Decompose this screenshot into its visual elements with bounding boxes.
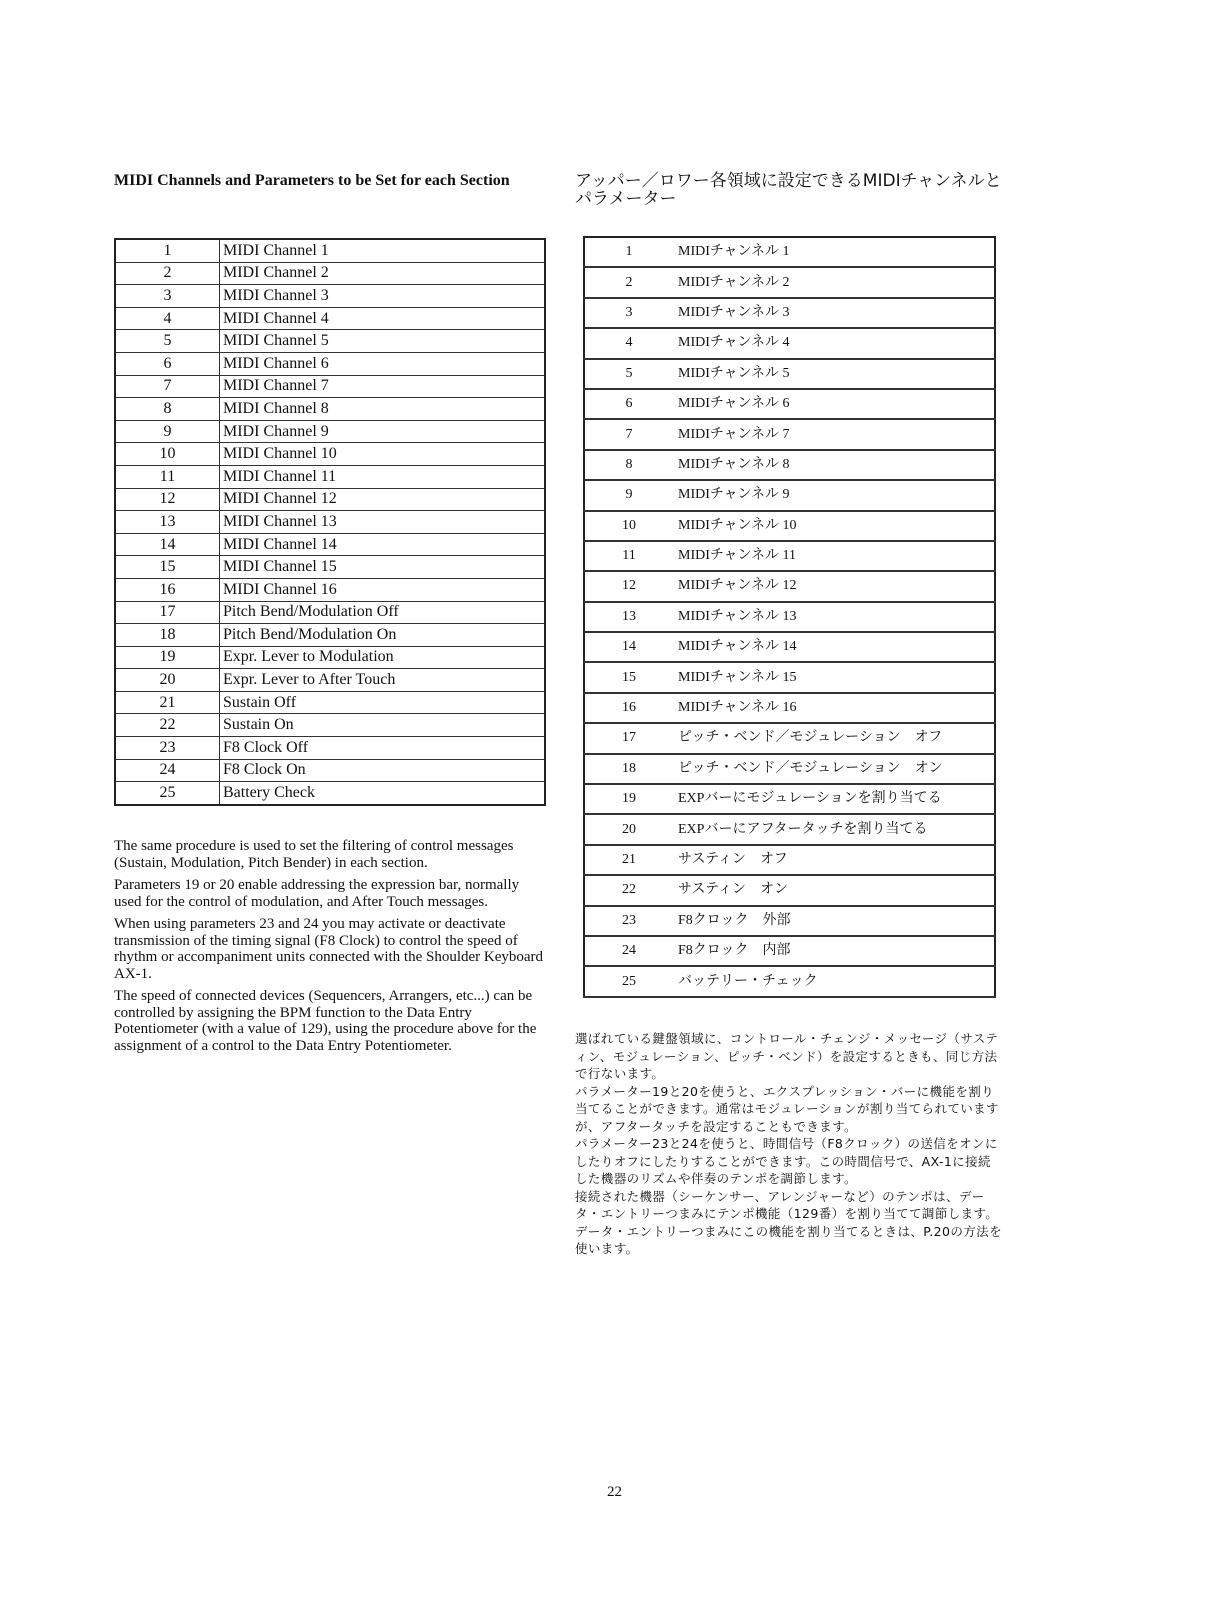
parameter-label: MIDIチャンネル 7 xyxy=(673,419,995,449)
table-row xyxy=(115,556,545,579)
parameter-label: ピッチ・ベンド／モジュレーション オフ xyxy=(673,723,995,753)
table-row xyxy=(584,480,995,510)
parameter-label: MIDI Channel 4 xyxy=(220,307,546,330)
parameter-number: 23 xyxy=(115,737,220,760)
parameter-label: MIDI Channel 15 xyxy=(220,556,546,579)
parameter-number: 6 xyxy=(115,352,220,375)
parameter-label: F8 Clock On xyxy=(220,759,546,782)
table-row xyxy=(584,784,995,814)
table-row xyxy=(115,646,545,669)
table-row xyxy=(115,262,545,285)
parameter-number: 22 xyxy=(584,875,673,905)
parameter-label: Sustain Off xyxy=(220,691,546,714)
parameter-number: 14 xyxy=(584,632,673,662)
table-row xyxy=(584,237,995,267)
table-row xyxy=(584,845,995,875)
parameter-number: 4 xyxy=(584,328,673,358)
parameter-number: 9 xyxy=(584,480,673,510)
parameter-number: 4 xyxy=(115,307,220,330)
left-body-text xyxy=(114,838,546,1060)
table-row xyxy=(115,782,545,805)
parameter-number: 7 xyxy=(584,419,673,449)
parameter-label: MIDIチャンネル 13 xyxy=(673,602,995,632)
parameter-label: MIDIチャンネル 5 xyxy=(673,359,995,389)
parameter-number: 25 xyxy=(584,966,673,996)
parameter-number: 7 xyxy=(115,375,220,398)
parameter-label: MIDI Channel 2 xyxy=(220,262,546,285)
parameter-label: MIDIチャンネル 6 xyxy=(673,389,995,419)
parameter-number: 17 xyxy=(115,601,220,624)
left-paragraph: Parameters 19 or 20 enable addressing the expression bar, normally used for the control of modulation, and After Touch messages. xyxy=(114,877,520,910)
parameter-number: 13 xyxy=(115,511,220,534)
parameter-label: Pitch Bend/Modulation On xyxy=(220,624,546,647)
parameter-number: 19 xyxy=(584,784,673,814)
parameter-number: 14 xyxy=(115,533,220,556)
table-row xyxy=(115,239,545,262)
table-row xyxy=(115,375,545,398)
parameter-label: Sustain On xyxy=(220,714,546,737)
parameter-number: 3 xyxy=(584,298,673,328)
table-row xyxy=(115,307,545,330)
page-number: 22 xyxy=(607,1484,622,1500)
parameter-number: 2 xyxy=(115,262,220,285)
parameter-number: 5 xyxy=(584,359,673,389)
parameter-label: F8 Clock Off xyxy=(220,737,546,760)
parameter-number: 18 xyxy=(115,624,220,647)
left-paragraph: When using parameters 23 and 24 you may activate or deactivate transmission of the timing signal (F8 Clock) to control the speed of rhythm or accompaniment units connected with the Shoulder Keyboard AX-1. xyxy=(114,916,544,982)
table-row xyxy=(115,443,545,466)
parameter-number: 15 xyxy=(584,662,673,692)
table-row xyxy=(584,632,995,662)
parameter-label: MIDIチャンネル 1 xyxy=(673,237,995,267)
parameter-label: MIDIチャンネル 12 xyxy=(673,571,995,601)
right-paragraph: パラメーター23と24を使うと、時間信号（F8クロック）の送信をオンにしたりオフにしたりすることができます。この時間信号で、AX-1に接続した機器のリズムや伴奏のテンポを調節します。 xyxy=(575,1136,998,1186)
table-row xyxy=(584,541,995,571)
parameter-number: 25 xyxy=(115,782,220,805)
table-row xyxy=(115,669,545,692)
table-row xyxy=(115,737,545,760)
left-paragraph: The same procedure is used to set the filtering of control messages (Sustain, Modulation, Pitch Bender) in each section. xyxy=(114,838,514,871)
table-row xyxy=(584,906,995,936)
parameter-number: 24 xyxy=(115,759,220,782)
table-row xyxy=(584,602,995,632)
parameter-number: 18 xyxy=(584,754,673,784)
parameter-label: MIDIチャンネル 3 xyxy=(673,298,995,328)
parameter-label: MIDIチャンネル 4 xyxy=(673,328,995,358)
parameter-label: MIDIチャンネル 11 xyxy=(673,541,995,571)
parameter-number: 20 xyxy=(584,814,673,844)
parameter-number: 9 xyxy=(115,420,220,443)
table-row xyxy=(584,966,995,996)
parameter-number: 23 xyxy=(584,906,673,936)
parameter-label: サスティン オン xyxy=(673,875,995,905)
parameter-label: Battery Check xyxy=(220,782,546,805)
parameter-number: 1 xyxy=(584,237,673,267)
parameter-label: MIDI Channel 9 xyxy=(220,420,546,443)
table-row xyxy=(584,814,995,844)
table-row xyxy=(584,662,995,692)
parameter-number: 6 xyxy=(584,389,673,419)
parameter-label: Expr. Lever to Modulation xyxy=(220,646,546,669)
parameter-label: F8クロック 内部 xyxy=(673,936,995,966)
parameter-number: 20 xyxy=(115,669,220,692)
parameter-label: MIDI Channel 12 xyxy=(220,488,546,511)
table-row xyxy=(115,285,545,308)
parameter-label: MIDI Channel 10 xyxy=(220,443,546,466)
parameter-label: MIDI Channel 6 xyxy=(220,352,546,375)
table-row xyxy=(115,488,545,511)
table-row xyxy=(584,389,995,419)
parameter-label: MIDI Channel 5 xyxy=(220,330,546,353)
parameter-number: 21 xyxy=(115,691,220,714)
table-row xyxy=(584,723,995,753)
parameter-label: MIDIチャンネル 15 xyxy=(673,662,995,692)
parameter-number: 22 xyxy=(115,714,220,737)
right-paragraph: パラメーター19と20を使うと、エクスプレッション・バーに機能を割り当てることができます。通常はモジュレーションが割り当てられていますが、アフタータッチを設定することもできます。 xyxy=(575,1083,999,1134)
parameter-label: MIDIチャンネル 16 xyxy=(673,693,995,723)
parameter-label: MIDIチャンネル 14 xyxy=(673,632,995,662)
table-row xyxy=(115,465,545,488)
table-row xyxy=(584,571,995,601)
table-row xyxy=(584,450,995,480)
parameter-number: 12 xyxy=(584,571,673,601)
parameter-label: EXPバーにモジュレーションを割り当てる xyxy=(673,784,995,814)
parameter-number: 13 xyxy=(584,602,673,632)
parameter-label: MIDIチャンネル 2 xyxy=(673,267,995,297)
table-row xyxy=(115,352,545,375)
parameter-label: MIDIチャンネル 8 xyxy=(673,450,995,480)
table-row xyxy=(115,533,545,556)
parameter-number: 3 xyxy=(115,285,220,308)
parameter-number: 5 xyxy=(115,330,220,353)
parameter-number: 11 xyxy=(584,541,673,571)
table-row xyxy=(584,267,995,297)
parameter-label: EXPバーにアフタータッチを割り当てる xyxy=(673,814,995,844)
parameter-number: 21 xyxy=(584,845,673,875)
table-row xyxy=(584,754,995,784)
table-row xyxy=(584,511,995,541)
parameter-label: Pitch Bend/Modulation Off xyxy=(220,601,546,624)
table-row xyxy=(115,691,545,714)
table-row xyxy=(115,759,545,782)
left-paragraph: The speed of connected devices (Sequencers, Arrangers, etc...) can be controlled by assigning the BPM function to the Data Entry Potentiometer (with a value of 129), using the procedure above for the assignment of a control to the Data Entry Potentiometer. xyxy=(114,988,537,1054)
right-section-title: アッパー／ロワー各領域に設定できるMIDIチャンネルとパラメーター xyxy=(575,171,1002,209)
table-row xyxy=(115,578,545,601)
parameter-number: 16 xyxy=(115,578,220,601)
parameter-number: 16 xyxy=(584,693,673,723)
parameter-label: MIDI Channel 8 xyxy=(220,398,546,421)
parameter-number: 12 xyxy=(115,488,220,511)
table-row xyxy=(584,328,995,358)
table-row xyxy=(115,398,545,421)
table-row xyxy=(584,936,995,966)
parameter-number: 11 xyxy=(115,465,220,488)
parameter-number: 2 xyxy=(584,267,673,297)
parameter-label: Expr. Lever to After Touch xyxy=(220,669,546,692)
table-row xyxy=(584,693,995,723)
table-row xyxy=(115,714,545,737)
left-parameter-table xyxy=(114,238,546,806)
parameter-number: 24 xyxy=(584,936,673,966)
right-paragraph: 選ばれている鍵盤領域に、コントロール・チェンジ・メッセージ（サスティン、モジュレーション、ピッチ・ベンド）を設定するときも、同じ方法で行ないます。 xyxy=(575,1031,999,1081)
table-row xyxy=(115,601,545,624)
parameter-number: 1 xyxy=(115,239,220,262)
table-row xyxy=(115,511,545,534)
parameter-label: サスティン オフ xyxy=(673,845,995,875)
parameter-label: バッテリー・チェック xyxy=(673,966,995,996)
table-row xyxy=(115,330,545,353)
table-row xyxy=(115,624,545,647)
table-row xyxy=(584,298,995,328)
parameter-label: MIDI Channel 14 xyxy=(220,533,546,556)
parameter-number: 8 xyxy=(115,398,220,421)
parameter-label: MIDIチャンネル 9 xyxy=(673,480,995,510)
table-row xyxy=(584,359,995,389)
parameter-number: 10 xyxy=(584,511,673,541)
table-row xyxy=(584,419,995,449)
parameter-label: MIDI Channel 16 xyxy=(220,578,546,601)
parameter-label: MIDI Channel 1 xyxy=(220,239,546,262)
parameter-label: F8クロック 外部 xyxy=(673,906,995,936)
parameter-label: MIDI Channel 11 xyxy=(220,465,546,488)
parameter-number: 19 xyxy=(115,646,220,669)
parameter-label: ピッチ・ベンド／モジュレーション オン xyxy=(673,754,995,784)
parameter-label: MIDI Channel 13 xyxy=(220,511,546,534)
parameter-label: MIDI Channel 7 xyxy=(220,375,546,398)
parameter-label: MIDI Channel 3 xyxy=(220,285,546,308)
parameter-label: MIDIチャンネル 10 xyxy=(673,511,995,541)
right-body-text xyxy=(575,1030,1003,1258)
table-row xyxy=(115,420,545,443)
parameter-number: 15 xyxy=(115,556,220,579)
parameter-number: 8 xyxy=(584,450,673,480)
right-paragraph: 接続された機器（シーケンサー、アレンジャーなど）のテンポは、データ・エントリーつまみにテンポ機能（129番）を割り当てて調節します。データ・エントリーつまみにこの機能を割り当てるときは、P.20の方法を使います。 xyxy=(575,1188,1002,1256)
parameter-number: 10 xyxy=(115,443,220,466)
right-parameter-table xyxy=(583,236,996,998)
parameter-number: 17 xyxy=(584,723,673,753)
left-section-title: MIDI Channels and Parameters to be Set for each Section xyxy=(114,172,510,189)
table-row xyxy=(584,875,995,905)
